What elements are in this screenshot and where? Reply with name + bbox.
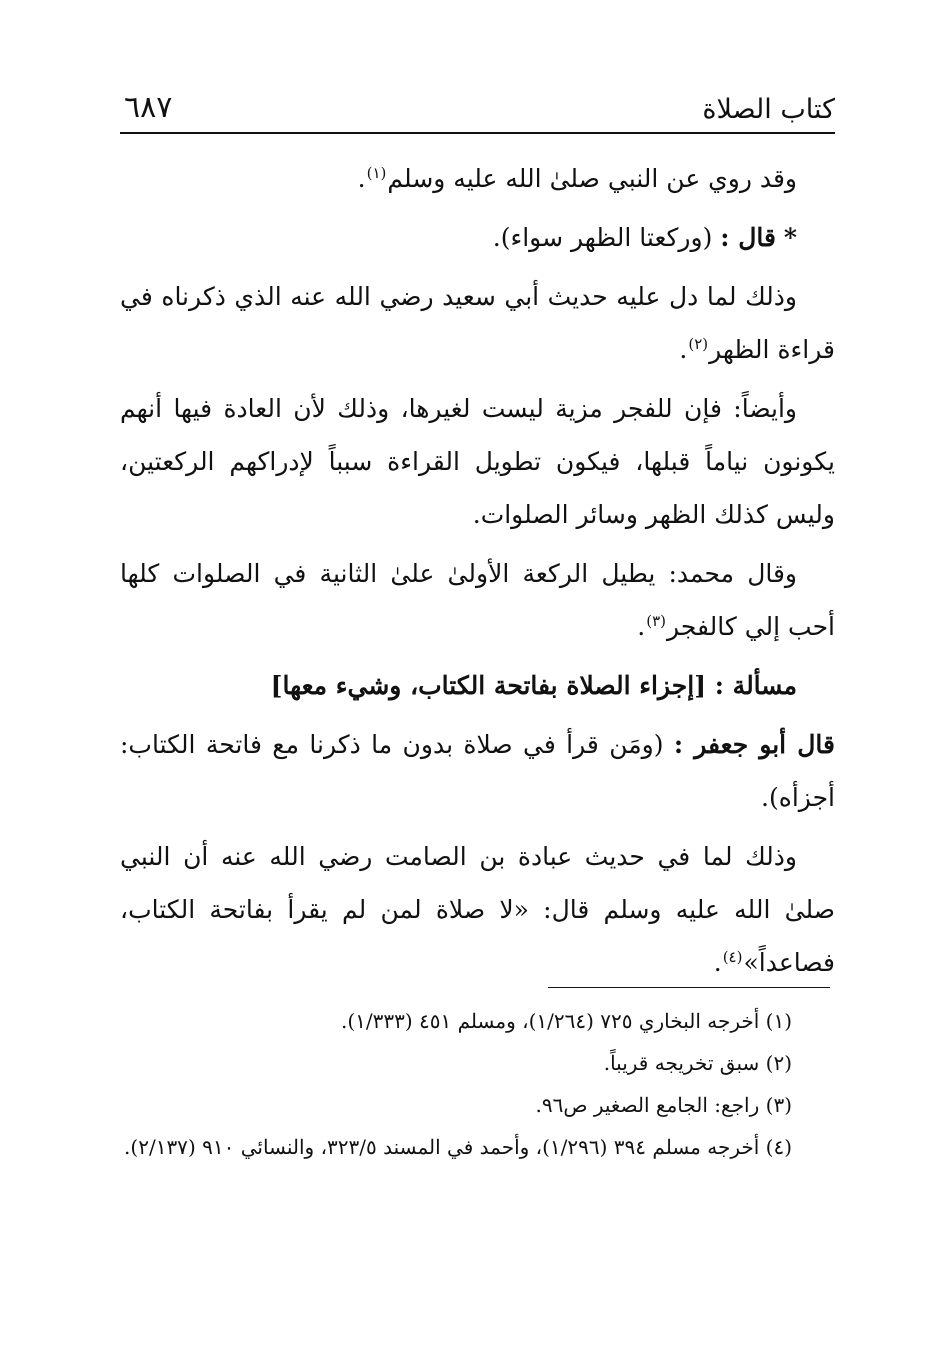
star-marker: * bbox=[783, 223, 797, 252]
paragraph-2-label: قال : bbox=[720, 223, 776, 252]
paragraph-3-end: . bbox=[679, 335, 688, 364]
footnote-ref-4: (٤) bbox=[722, 947, 743, 966]
paragraph-5-text: وقال محمد: يطيل الركعة الأولىٰ علىٰ الثانية في الصلوات كلها أحب إلي كالفجر bbox=[120, 559, 835, 641]
paragraph-1-end: . bbox=[357, 164, 366, 193]
paragraph-3 bbox=[120, 270, 835, 376]
page-number: ٦٨٧ bbox=[124, 90, 173, 125]
footnote-1: (١) أخرجه البخاري ٧٢٥ (١/٢٦٤)، ومسلم ٤٥١ (١/٣٣٣). bbox=[340, 1009, 792, 1033]
footnote-ref-3: (٣) bbox=[646, 611, 667, 630]
paragraph-2-text: (وركعتا الظهر سواء). bbox=[492, 223, 713, 252]
section-heading bbox=[120, 659, 835, 712]
footnotes bbox=[115, 1000, 830, 1168]
paragraph-3-text: وذلك لما دل عليه حديث أبي سعيد رضي الله عنه الذي ذكرناه في قراءة الظهر bbox=[120, 282, 835, 364]
paragraph-7-label: قال أبو جعفر : bbox=[673, 730, 835, 759]
running-header bbox=[120, 86, 835, 134]
paragraph-7-text: (ومَن قرأ في صلاة بدون ما ذكرنا مع فاتحة الكتاب: أجزأه). bbox=[120, 730, 835, 812]
paragraph-5 bbox=[120, 547, 835, 653]
paragraph-8 bbox=[120, 830, 835, 989]
paragraph-1-text: وقد روي عن النبي صلىٰ الله عليه وسلم bbox=[387, 164, 797, 193]
footnote-ref-2: (٢) bbox=[688, 334, 709, 353]
paragraph-4-text: وأيضاً: فإن للفجر مزية ليست لغيرها، وذلك لأن العادة فيها أنهم يكونون نياماً قبلها، فيكون تطويل القراءة سبباً لإدراكهم الركعتين، وليس كذلك الظهر وسائر الصلوات. bbox=[120, 394, 835, 529]
footnote-divider bbox=[548, 987, 830, 988]
paragraph-4 bbox=[120, 382, 835, 541]
footnote-4: (٤) أخرجه مسلم ٣٩٤ (١/٢٩٦)، وأحمد في المسند ٣٢٣/٥، والنسائي ٩١٠ (٢/١٣٧). bbox=[124, 1135, 792, 1159]
paragraph-1 bbox=[120, 152, 835, 205]
paragraph-8-text: وذلك لما في حديث عبادة بن الصامت رضي الله عنه أن النبي صلىٰ الله عليه وسلم قال: «لا صلاة لمن لم يقرأ بفاتحة الكتاب، فصاعداً» bbox=[120, 842, 835, 977]
paragraph-5-end: . bbox=[637, 612, 646, 641]
paragraph-8-end: . bbox=[713, 948, 722, 977]
footnote-ref-1: (١) bbox=[366, 163, 387, 182]
main-text bbox=[120, 152, 835, 995]
paragraph-2 bbox=[120, 211, 835, 264]
section-heading-text: مسألة : [إجزاء الصلاة بفاتحة الكتاب، وشيء معها] bbox=[270, 671, 797, 700]
footnote-3: (٣) راجع: الجامع الصغير ص٩٦. bbox=[535, 1093, 792, 1117]
paragraph-7 bbox=[120, 718, 835, 824]
footnote-2: (٢) سبق تخريجه قريباً. bbox=[603, 1051, 792, 1075]
chapter-title: كتاب الصلاة bbox=[702, 94, 835, 125]
